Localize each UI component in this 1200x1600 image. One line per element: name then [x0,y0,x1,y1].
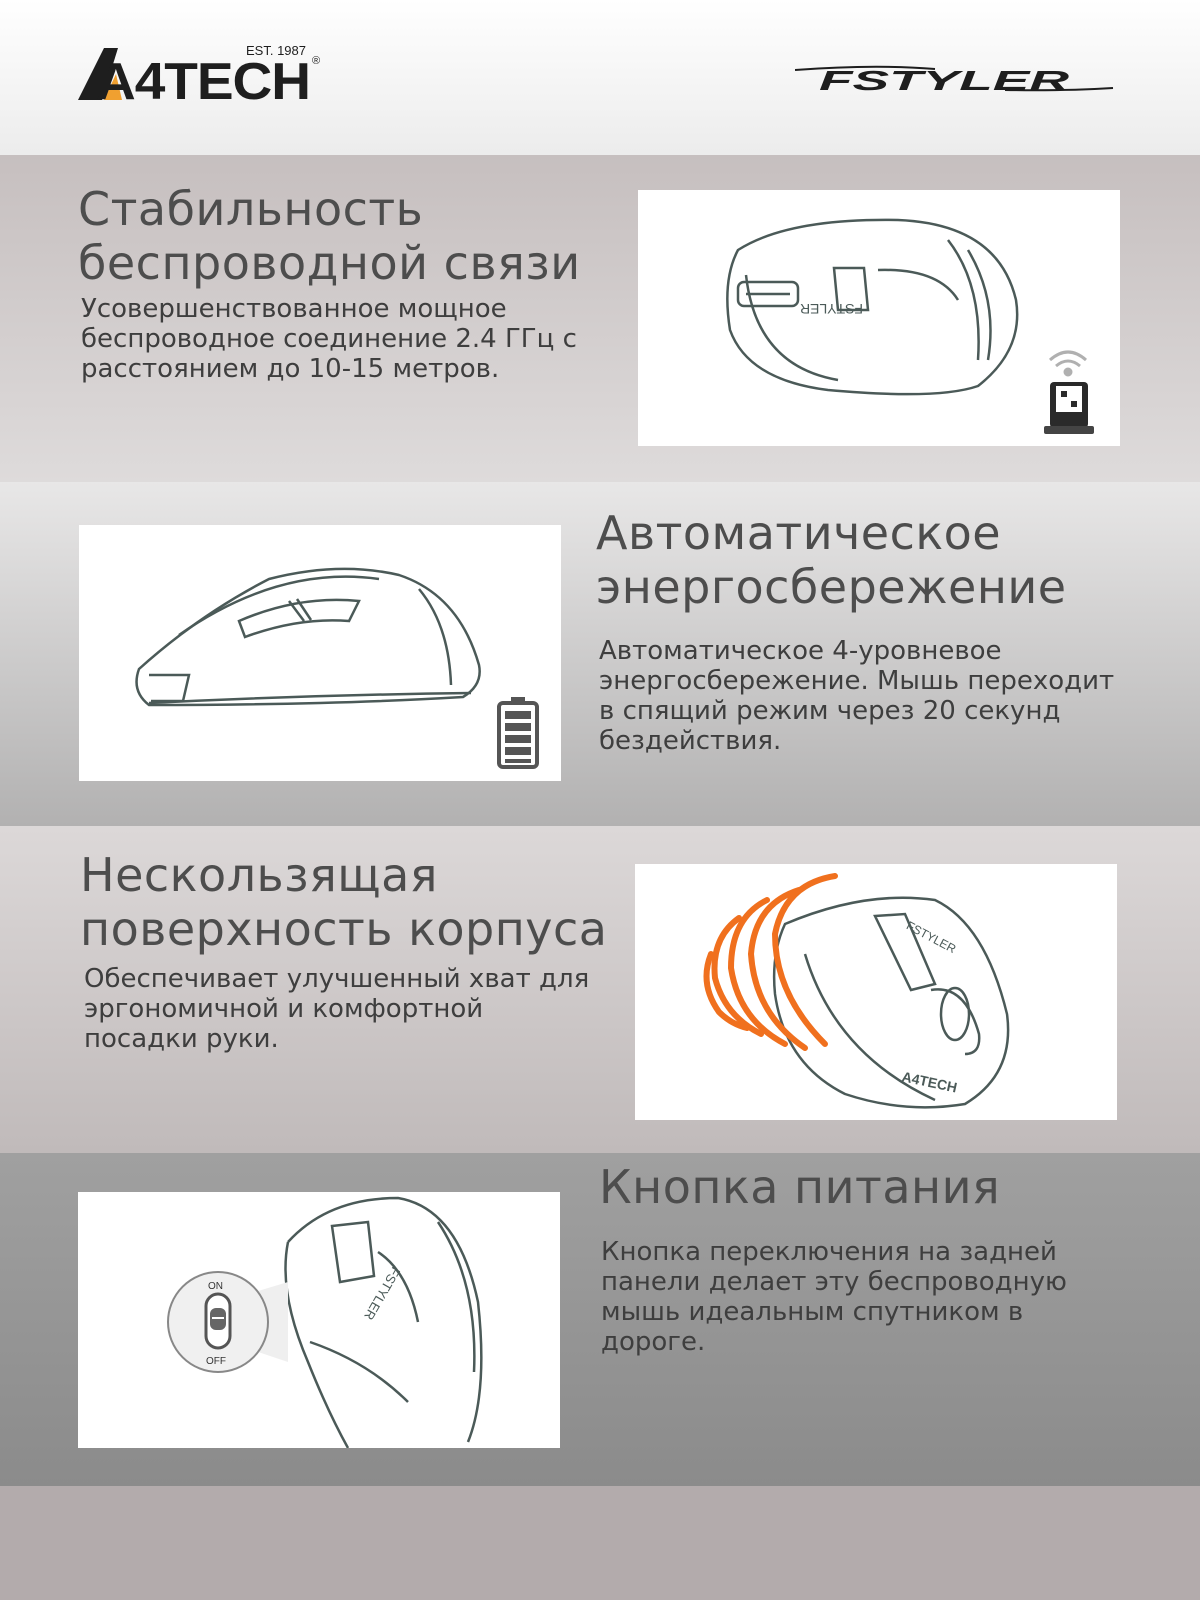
feature-power-saving-description [599,636,1114,756]
feature-wireless-image [638,190,1120,446]
switch-off-label: OFF [206,1356,226,1367]
feature-non-slip-title-line2: поверхность корпуса [80,902,608,956]
mouse-fstyler-print: FSTYLER [904,918,959,957]
feature-power-button-title-line1: Кнопка питания [599,1160,1001,1214]
feature-power-saving-title-line2: энергосбережение [596,560,1067,614]
desc-line: Усовершенствованное мощное [81,294,507,324]
desc-line: мышь идеальным спутником в [601,1297,1024,1327]
feature-power-button-section [0,1153,1200,1486]
wifi-icon [1050,352,1086,375]
mouse-angled-drawing [774,898,1008,1108]
desc-line: беспроводное соединение 2.4 ГГц с [81,324,577,354]
feature-wireless-title-line2: беспроводной связи [78,236,581,290]
usb-receiver-icon [1044,382,1094,434]
feature-power-saving-title [596,506,1067,614]
desc-line: посадки руки. [84,1024,279,1054]
mouse-side-drawing [137,569,480,705]
desc-line: Автоматическое 4-уровневое [599,636,1002,666]
desc-line: панели делает эту беспроводную [601,1267,1067,1297]
desc-line: энергосбережение. Мышь переходит [599,666,1115,696]
page-header [0,0,1200,155]
feature-power-button-title [599,1160,1000,1214]
mouse-a4tech-print: A4TECH [900,1068,959,1096]
feature-wireless-title-line1: Стабильность [78,182,424,236]
feature-power-saving-title-line1: Автоматическое [596,506,1002,560]
feature-power-button-description [601,1237,1067,1357]
feature-wireless-description [81,294,577,384]
feature-power-saving-section [0,482,1200,826]
feature-power-button-image [78,1192,560,1448]
a4tech-logo-est: EST. 1987 [246,43,306,58]
switch-on-label: ON [208,1281,223,1292]
desc-line: дороге. [601,1327,706,1357]
mouse-rear-drawing [286,1198,482,1448]
feature-non-slip-section [0,826,1200,1153]
battery-icon [499,697,537,767]
feature-power-saving-image [79,525,561,781]
feature-non-slip-image [635,864,1117,1120]
feature-wireless-section [0,155,1200,482]
feature-non-slip-description [84,964,589,1054]
feature-wireless-title [78,182,581,290]
desc-line: в спящий режим через 20 секунд [599,696,1061,726]
fstyler-logo-wordmark: FSTYLER [819,65,1071,96]
grip-lines-icon [707,876,836,1048]
a4tech-logo [78,42,348,112]
feature-non-slip-title [80,848,608,956]
mouse-top-drawing [727,220,1017,394]
desc-line: Кнопка переключения на задней [601,1237,1057,1267]
desc-line: Обеспечивает улучшенный хват для [84,964,590,994]
desc-line: эргономичной и комфортной [84,994,484,1024]
mouse-fstyler-print: FSTYLER [361,1264,404,1323]
footer-band [0,1486,1200,1600]
desc-line: бездействия. [599,726,782,756]
feature-non-slip-title-line1: Нескользящая [80,848,438,902]
fstyler-logo [795,60,1115,100]
a4tech-logo-wordmark: A4TECH [96,53,310,111]
mouse-fstyler-print: FSTYLER [799,301,863,317]
desc-line: расстоянием до 10-15 метров. [81,354,500,384]
a4tech-logo-registered: ® [312,55,321,67]
